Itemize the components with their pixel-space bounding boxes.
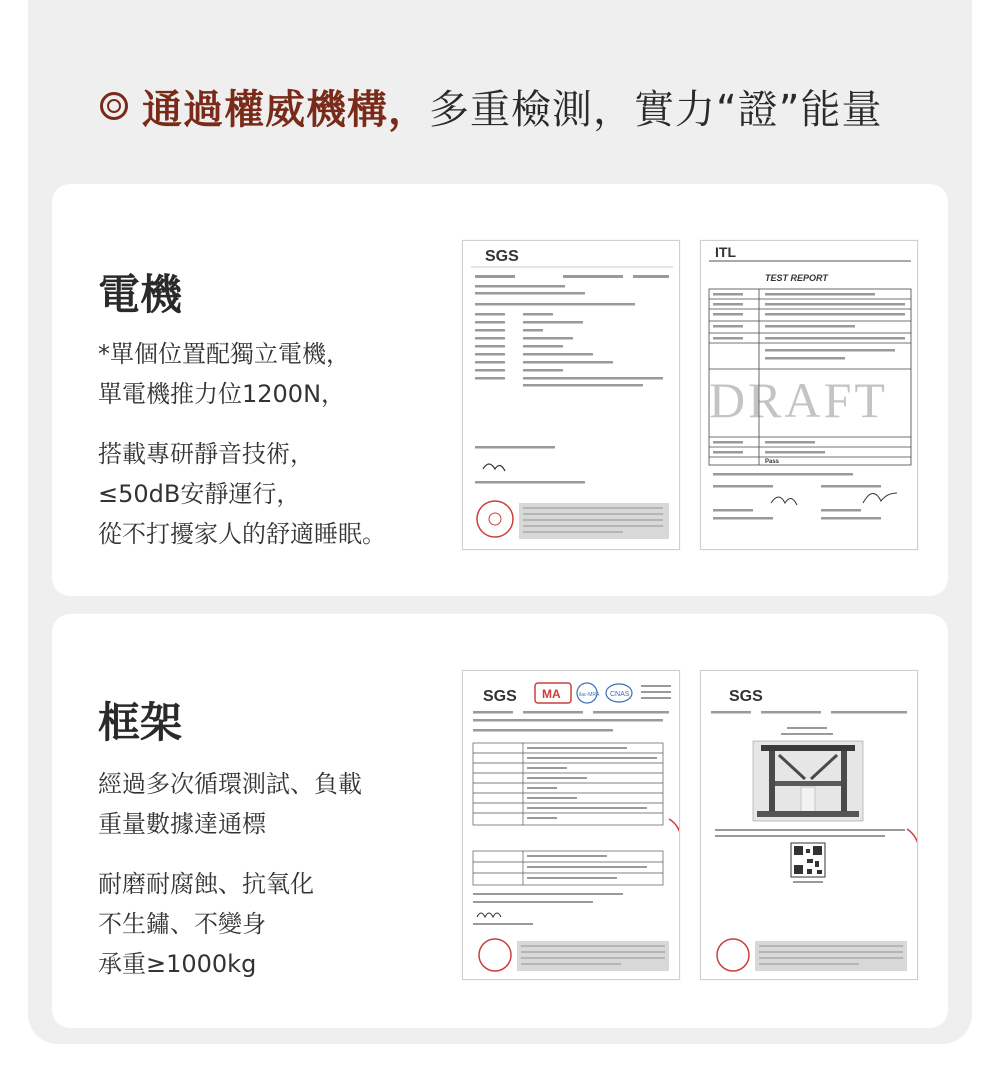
frame-line-1: 經過多次循環測試、負載	[98, 770, 362, 798]
bed-frame-photo	[753, 741, 863, 821]
red-stamp-icon	[479, 939, 511, 971]
bullet-circle-icon	[100, 92, 128, 120]
motor-line-4: ≤50dB安靜運行，	[98, 480, 301, 508]
motor-line-1: *單個位置配獨立電機，	[98, 340, 350, 368]
sgs-frame-photo-report-image	[700, 670, 918, 980]
svg-text:CNAS: CNAS	[610, 691, 630, 698]
sgs-accredited-report-image	[462, 670, 680, 980]
motor-line-3: 搭載專研靜音技術，	[98, 440, 314, 468]
sgs-logo: SGS	[483, 688, 517, 705]
red-stamp-icon	[717, 939, 749, 971]
svg-text:MA: MA	[542, 687, 561, 701]
red-stamp-icon	[477, 501, 513, 537]
itl-logo: ITL	[715, 244, 736, 260]
svg-text:ilac-MRA: ilac-MRA	[579, 692, 600, 698]
frame-line-3: 耐磨耐腐蝕、抗氧化	[98, 870, 314, 898]
headline-strong: 通過權威機構，	[142, 86, 429, 133]
motor-line-5: 從不打擾家人的舒適睡眠。	[98, 520, 386, 548]
frame-title: 框架	[98, 698, 183, 747]
motor-line-2: 單電機推力位1200N，	[98, 380, 346, 408]
section-headline	[100, 78, 882, 134]
qr-code-icon	[791, 843, 825, 877]
pass-result: Pass	[765, 459, 780, 465]
test-report-heading: TEST REPORT	[765, 273, 828, 283]
frame-line-4: 不生鏽、不變身	[98, 910, 266, 938]
headline-normal: 多重檢測，實力“證”能量	[429, 86, 883, 133]
motor-card	[52, 184, 948, 596]
sgs-logo: SGS	[729, 688, 763, 705]
motor-title: 電機	[98, 270, 183, 319]
itl-test-report-image	[700, 240, 918, 550]
draft-watermark: DRAFT	[709, 372, 888, 428]
frame-line-2: 重量數據達通標	[98, 810, 266, 838]
sgs-logo: SGS	[485, 248, 519, 265]
sgs-certificate-image	[462, 240, 680, 550]
frame-card	[52, 614, 948, 1028]
frame-line-5: 承重≥1000kg	[98, 950, 257, 978]
